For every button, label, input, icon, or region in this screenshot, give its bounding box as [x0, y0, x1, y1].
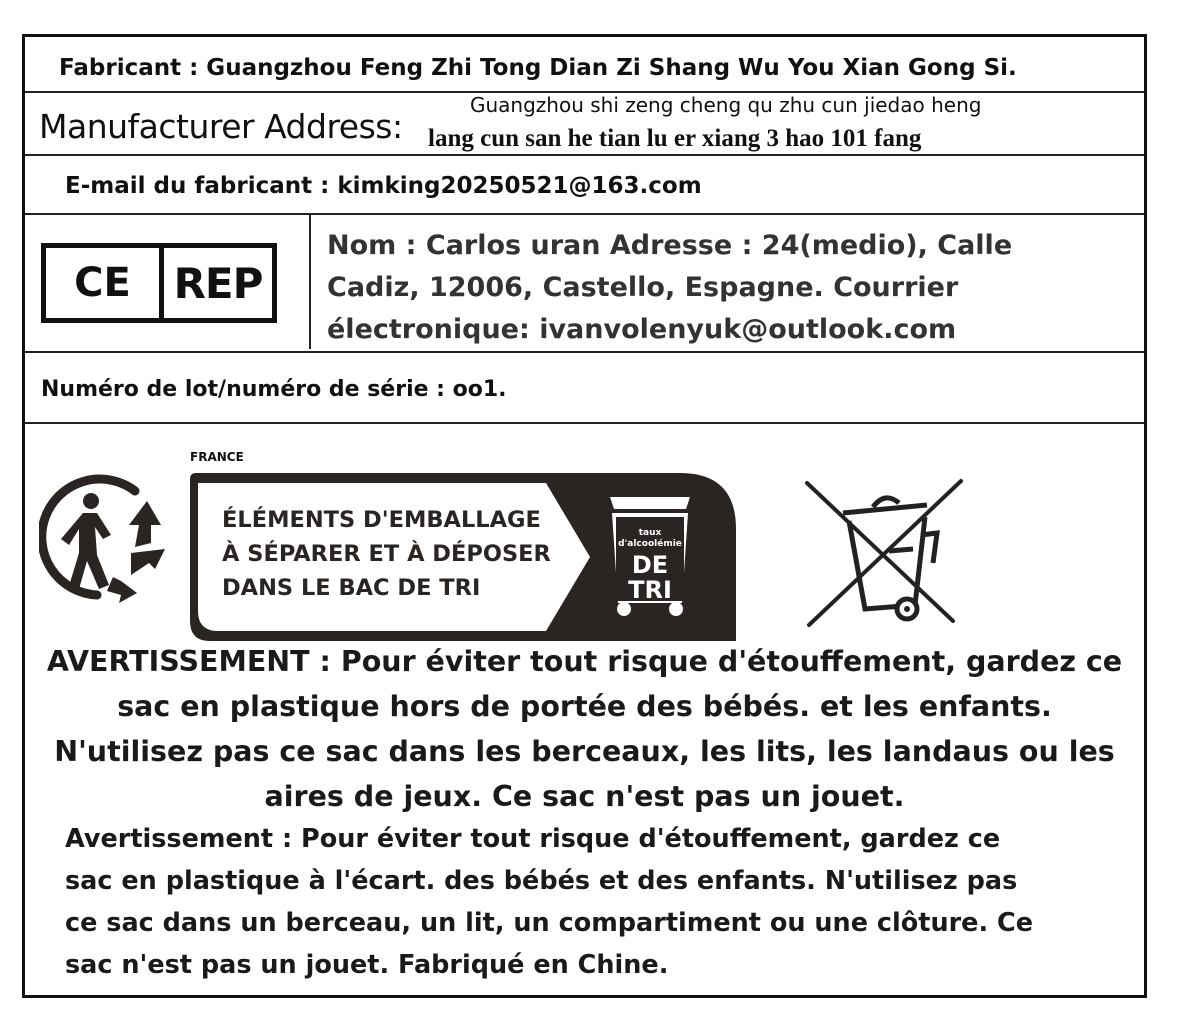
triman-instructions	[222, 503, 551, 605]
label-frame	[22, 34, 1147, 998]
divider-vertical	[309, 215, 311, 349]
lot-number: Numéro de lot/numéro de série : oo1.	[41, 377, 507, 402]
manufacturer-address-label: Manufacturer Address:	[39, 107, 403, 146]
ce-rep-symbol	[41, 243, 277, 323]
eu-representative	[327, 225, 1012, 351]
warning-secondary-line: Avertissement : Pour éviter tout risque d'étouffement, gardez ce	[65, 824, 1001, 854]
ce-label: CE	[46, 248, 164, 318]
triman-country: FRANCE	[190, 450, 244, 464]
warning-secondary-line: sac n'est pas un jouet. Fabriqué en Chine.	[65, 950, 669, 980]
warning-main	[25, 639, 1144, 819]
bin-big-text-1: DE	[631, 551, 669, 579]
manufacturer-address-line-2: lang cun san he tian lu er xiang 3 hao 101 fang	[428, 125, 922, 152]
triman-line: À SÉPARER ET À DÉPOSER	[222, 541, 551, 567]
divider	[25, 351, 1144, 353]
triman-recycle-icon	[39, 473, 171, 605]
divider	[25, 154, 1144, 156]
warning-main-line: aires de jeux. Ce sac n'est pas un jouet.	[264, 780, 905, 813]
crossed-bin-icon	[803, 477, 965, 629]
manufacturer-address-line-1: Guangzhou shi zeng cheng qu zhu cun jiedao heng	[470, 93, 982, 117]
triman-line: DANS LE BAC DE TRI	[222, 575, 481, 601]
warning-secondary	[65, 818, 1033, 986]
manufacturer-name: Fabricant : Guangzhou Feng Zhi Tong Dian Zi Shang Wu You Xian Gong Si.	[59, 55, 1017, 81]
bin-small-text-1: taux	[638, 528, 662, 538]
warning-main-line: N'utilisez pas ce sac dans les berceaux, les lits, les landaus ou les	[54, 735, 1115, 768]
warning-secondary-line: ce sac dans un berceau, un lit, un compartiment ou une clôture. Ce	[65, 908, 1034, 938]
rep-line: Cadiz, 12006, Castello, Espagne. Courrier	[327, 272, 959, 303]
bin-big-text-2: TRI	[628, 576, 672, 604]
warning-main-line: AVERTISSEMENT : Pour éviter tout risque d'étouffement, gardez ce	[46, 645, 1123, 678]
triman-line: ÉLÉMENTS D'EMBALLAGE	[222, 507, 541, 533]
bin-small-text-2: d'alcoolémie	[618, 539, 682, 549]
warning-main-line: sac en plastique hors de portée des bébés. et les enfants.	[117, 690, 1052, 723]
manufacturer-email: E-mail du fabricant : kimking20250521@163.com	[65, 173, 702, 199]
rep-line: électronique: ivanvolenyuk@outlook.com	[327, 314, 957, 345]
divider	[25, 422, 1144, 424]
warning-secondary-line: sac en plastique à l'écart. des bébés et des enfants. N'utilisez pas	[65, 866, 1018, 896]
rep-label: REP	[173, 258, 263, 308]
rep-line: Nom : Carlos uran Adresse : 24(medio), Calle	[327, 230, 1013, 261]
divider	[25, 213, 1144, 215]
